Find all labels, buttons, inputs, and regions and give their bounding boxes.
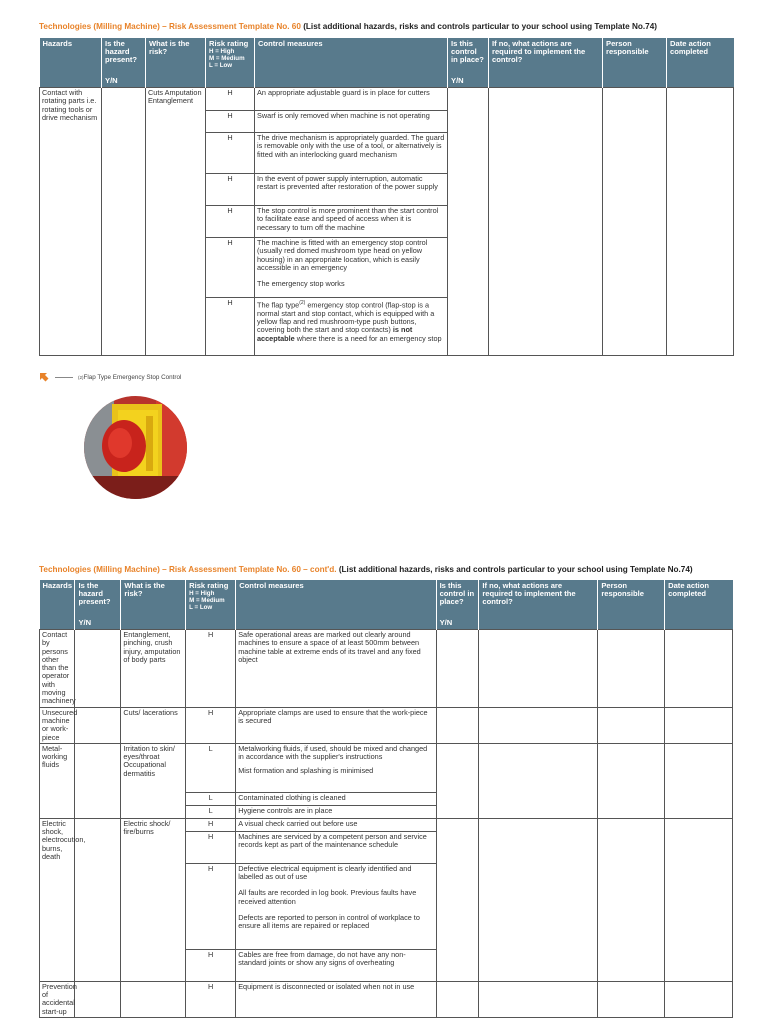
col-person: Person responsible bbox=[603, 38, 667, 88]
control-text: Metalworking fluids, if used, should be mixed and changed in accordance with the supplier's instructions bbox=[238, 743, 428, 762]
control-cell: Swarf is only removed when machine is not operating bbox=[255, 111, 448, 133]
control-cell: The stop control is more prominent than the start control to facilitate ease and speed of access when it is necessary to turn off the machine bbox=[255, 206, 448, 238]
rating-cell: H bbox=[206, 206, 255, 238]
col-present: Is the hazard present? Y/N bbox=[75, 580, 121, 630]
control-cell: Appropriate clamps are used to ensure that the work-piece is secured bbox=[236, 707, 436, 743]
col-actions: If no, what actions are required to implement the control? bbox=[489, 38, 603, 88]
col-risk: What is the risk? bbox=[146, 38, 206, 88]
actions-cell[interactable] bbox=[479, 707, 598, 743]
col-inplace-yn: Y/N bbox=[451, 76, 464, 85]
person-cell[interactable] bbox=[598, 743, 665, 818]
inplace-cell[interactable] bbox=[436, 981, 479, 1017]
control-cell: Machines are serviced by a competent person and service records kept as part of the maintenance schedule bbox=[236, 831, 436, 863]
col-date: Date action completed bbox=[665, 580, 733, 630]
title-template-name: Technologies (Milling Machine) – Risk Assessment Template No. 60 bbox=[39, 22, 301, 31]
rating-cell: H bbox=[206, 298, 255, 356]
title-instructions: (List additional hazards, risks and controls particular to your school using Template No.74) bbox=[303, 22, 657, 31]
callout-label: Flap Type Emergency Stop Control bbox=[83, 373, 182, 381]
date-cell[interactable] bbox=[665, 630, 733, 708]
control-cell: Hygiene controls are in place bbox=[236, 805, 436, 818]
control-cell: A visual check carried out before use bbox=[236, 818, 436, 831]
control-cell bbox=[236, 743, 436, 792]
control-cell: An appropriate adjustable guard is in place for cutters bbox=[255, 88, 448, 111]
present-cell[interactable] bbox=[75, 743, 121, 818]
rating-cell: L bbox=[186, 743, 236, 792]
present-cell[interactable] bbox=[75, 707, 121, 743]
table-row bbox=[40, 981, 733, 1017]
col-inplace: Is this control in place? Y/N bbox=[436, 580, 479, 630]
risk-cell: Cuts Amputation Entanglement bbox=[146, 88, 206, 356]
hazard-cell: Contact with rotating parts i.e. rotating tools or drive mechanism bbox=[40, 88, 102, 356]
present-cell[interactable] bbox=[102, 88, 146, 356]
person-cell[interactable] bbox=[603, 88, 667, 356]
col-inplace: Is this control in place? Y/N bbox=[448, 38, 489, 88]
date-cell[interactable] bbox=[665, 743, 733, 818]
rating-cell: H bbox=[186, 981, 236, 1017]
rating-cell: H bbox=[186, 949, 236, 981]
col-present-yn: Y/N bbox=[105, 76, 118, 85]
control-cell bbox=[255, 238, 448, 298]
person-cell[interactable] bbox=[598, 707, 665, 743]
col-control: Control measures bbox=[255, 38, 448, 88]
title-template-name: Technologies (Milling Machine) – Risk Assessment Template No. 60 – cont'd. bbox=[39, 565, 337, 574]
present-cell[interactable] bbox=[75, 981, 121, 1017]
table-row bbox=[40, 818, 733, 831]
col-inplace-yn: Y/N bbox=[439, 618, 453, 627]
risk-cell bbox=[121, 981, 186, 1017]
risk-cell: Cuts/ lacerations bbox=[121, 707, 186, 743]
control-cell: Equipment is disconnected or isolated when not in use bbox=[236, 981, 436, 1017]
control-text: The machine is fitted with an emergency stop control (usually red domed mushroom type head on yellow housing) in an appropriate location, which is easily accessible in an emergency bbox=[257, 238, 428, 272]
emergency-stop-photo bbox=[84, 396, 187, 499]
rating-cell: H bbox=[186, 831, 236, 863]
date-cell[interactable] bbox=[667, 88, 734, 356]
col-hazards: Hazards bbox=[40, 38, 102, 88]
rating-cell: H bbox=[206, 238, 255, 298]
rating-cell: H bbox=[186, 818, 236, 831]
callout-line bbox=[55, 377, 73, 378]
rating-cell: L bbox=[186, 792, 236, 805]
table-header-row bbox=[40, 38, 734, 88]
control-text-extra: Mist formation and splashing is minimised bbox=[238, 766, 374, 776]
col-present: Is the hazard present? Y/N bbox=[102, 38, 146, 88]
rating-cell: H bbox=[186, 707, 236, 743]
table-row bbox=[40, 630, 733, 708]
section-title-contd bbox=[39, 565, 693, 574]
section-title bbox=[39, 22, 657, 31]
hazard-cell: Unsecured machine or work-piece bbox=[40, 707, 75, 743]
footnote-ref: (2) bbox=[299, 300, 306, 306]
col-risk: What is the risk? bbox=[121, 580, 186, 630]
control-cell: Safe operational areas are marked out clearly around machines to ensure a space of at least 500mm between machine table at extreme ends of its travel and any fixed object bbox=[236, 630, 436, 708]
emphasis-text: is not acceptable bbox=[257, 325, 413, 343]
inplace-cell[interactable] bbox=[436, 818, 479, 981]
arrow-icon bbox=[39, 372, 49, 382]
actions-cell[interactable] bbox=[479, 818, 598, 981]
rating-cell: H bbox=[206, 174, 255, 206]
risk-table-2 bbox=[39, 580, 733, 1018]
date-cell[interactable] bbox=[665, 981, 733, 1017]
actions-cell[interactable] bbox=[479, 630, 598, 708]
present-cell[interactable] bbox=[75, 630, 121, 708]
hazard-cell: Prevention of accidental start-up bbox=[40, 981, 75, 1017]
person-cell[interactable] bbox=[598, 630, 665, 708]
rating-cell: L bbox=[186, 805, 236, 818]
inplace-cell[interactable] bbox=[436, 630, 479, 708]
risk-cell: Irritation to skin/ eyes/throat Occupational dermatitis bbox=[121, 743, 186, 818]
table-header-row bbox=[40, 580, 733, 630]
col-rating: Risk rating H = High M = Medium L = Low bbox=[206, 38, 255, 88]
control-text-extra: Defects are reported to person in control of workplace to ensure all items are repaired or replaced bbox=[238, 913, 420, 931]
risk-table-1 bbox=[39, 38, 734, 356]
date-cell[interactable] bbox=[665, 707, 733, 743]
person-cell[interactable] bbox=[598, 981, 665, 1017]
col-date: Date action completed bbox=[667, 38, 734, 88]
hazard-cell: Metal-working fluids bbox=[40, 743, 75, 818]
control-cell: The flap type$^{(2)}$ emergency stop control (flap-stop is a normal start and stop contact, which is equipped with a yellow flap and red mushroom-type push buttons, covering both the start and stop contacts) is not acceptable where there is a need for an emergency stop bbox=[255, 298, 448, 356]
control-text: Defective electrical equipment is clearly identified and labelled as out of use bbox=[238, 863, 412, 882]
control-text-extra: The emergency stop works bbox=[257, 279, 345, 289]
col-person: Person responsible bbox=[598, 580, 665, 630]
actions-cell[interactable] bbox=[489, 88, 603, 356]
table-row bbox=[40, 88, 734, 111]
col-rating: Risk rating H = High M = Medium L = Low bbox=[186, 580, 236, 630]
col-present-yn: Y/N bbox=[78, 618, 92, 627]
risk-cell: Electric shock/ fire/burns bbox=[121, 818, 186, 981]
rating-cell: H bbox=[206, 111, 255, 133]
col-control: Control measures bbox=[236, 580, 436, 630]
rating-cell: H bbox=[186, 863, 236, 949]
hazard-cell: Electric shock, electrocution, burns, death bbox=[40, 818, 75, 981]
col-actions: If no, what actions are required to implement the control? bbox=[479, 580, 598, 630]
person-cell[interactable] bbox=[598, 818, 665, 981]
rating-cell: H bbox=[186, 630, 236, 708]
control-cell: In the event of power supply interruption, automatic restart is prevented after restoration of the power supply bbox=[255, 174, 448, 206]
title-instructions: (List additional hazards, risks and controls particular to your school using Template No.74) bbox=[338, 565, 693, 574]
inplace-cell[interactable] bbox=[436, 743, 479, 818]
control-cell: The drive mechanism is appropriately guarded. The guard is removable only with the use of a tool, or alternatively is fitted with an interlocking guard mechanism bbox=[255, 133, 448, 174]
photo-callout bbox=[39, 372, 181, 382]
inplace-cell[interactable] bbox=[448, 88, 489, 356]
control-cell bbox=[236, 863, 436, 949]
control-cell: Contaminated clothing is cleaned bbox=[236, 792, 436, 805]
control-text-extra: All faults are recorded in log book. Previous faults have received attention bbox=[238, 888, 417, 906]
callout-footnote: (2) bbox=[78, 374, 84, 380]
table-row bbox=[40, 743, 733, 792]
col-hazards: Hazards bbox=[40, 580, 75, 630]
inplace-cell[interactable] bbox=[436, 707, 479, 743]
table-row bbox=[40, 707, 733, 743]
actions-cell[interactable] bbox=[479, 743, 598, 818]
rating-cell: H bbox=[206, 88, 255, 111]
risk-cell: Entanglement, pinching, crush injury, amputation of body parts bbox=[121, 630, 186, 708]
actions-cell[interactable] bbox=[479, 981, 598, 1017]
hazard-cell: Contact by persons other than the operator with moving machinery bbox=[40, 630, 75, 708]
date-cell[interactable] bbox=[665, 818, 733, 981]
control-cell: Cables are free from damage, do not have any non-standard joints or show any signs of overheating bbox=[236, 949, 436, 981]
rating-cell: H bbox=[206, 133, 255, 174]
